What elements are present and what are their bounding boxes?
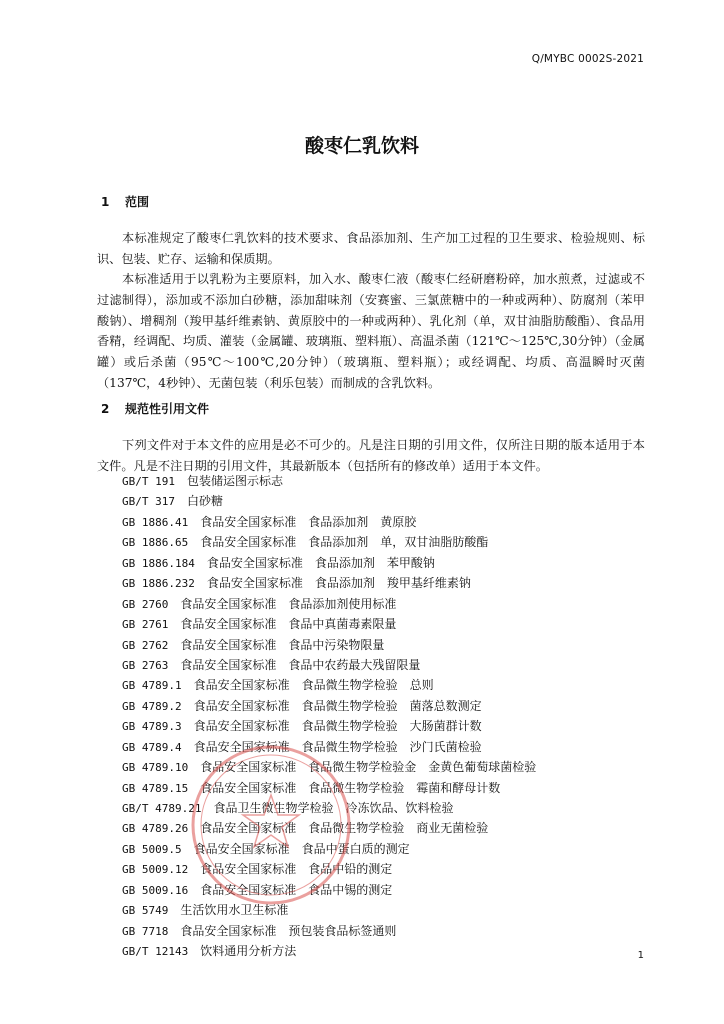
list-item <box>122 553 536 573</box>
list-item <box>122 716 536 736</box>
list-item <box>122 491 536 511</box>
reference-code: GB 4789.2 <box>122 699 182 713</box>
reference-name: 食品安全国家标准 食品中真菌毒素限量 <box>180 617 397 632</box>
reference-name: 食品安全国家标准 食品添加剂 苯甲酸钠 <box>206 555 435 570</box>
section-heading-normative-references <box>101 400 209 417</box>
section-number: 2 <box>101 402 110 416</box>
reference-code: GB 5009.12 <box>122 863 189 877</box>
reference-code: GB/T 191 <box>122 475 175 488</box>
reference-name: 食品安全国家标准 食品微生物学检验 总则 <box>193 678 434 693</box>
list-item <box>122 675 536 695</box>
reference-name: 食品安全国家标准 食品添加剂使用标准 <box>180 596 397 611</box>
reference-name: 食品卫生微生物学检验 冷冻饮品、饮料检验 <box>213 801 454 815</box>
reference-code: GB 2762 <box>122 638 169 652</box>
list-item <box>122 757 536 777</box>
list-item <box>122 655 536 675</box>
list-item <box>122 880 536 900</box>
reference-code: GB 1886.41 <box>122 515 189 529</box>
reference-name: 包装储运图示标志 <box>186 474 283 488</box>
reference-code: GB 1886.184 <box>122 556 195 570</box>
reference-name: 白砂糖 <box>186 494 223 509</box>
reference-name: 食品安全国家标准 食品微生物学检验 菌落总数测定 <box>193 698 482 713</box>
reference-name: 食品安全国家标准 食品中污染物限量 <box>180 637 385 652</box>
reference-code: GB 7718 <box>122 924 169 938</box>
list-item <box>122 798 536 818</box>
reference-name: 食品安全国家标准 食品微生物学检验 霉菌和酵母计数 <box>200 780 501 795</box>
list-item <box>122 941 536 961</box>
list-item <box>122 614 536 634</box>
list-item <box>122 471 536 491</box>
reference-name: 食品安全国家标准 食品添加剂 单，双甘油脂肪酸酯 <box>200 535 489 550</box>
reference-code: GB/T 317 <box>122 495 175 509</box>
reference-code: GB 4789.3 <box>122 720 182 734</box>
reference-code: GB 5749 <box>122 904 169 918</box>
reference-code: GB 1886.65 <box>122 536 189 550</box>
reference-list <box>122 471 536 962</box>
list-item <box>122 737 536 757</box>
reference-name: 食品安全国家标准 食品微生物学检验 商业无菌检验 <box>200 821 489 836</box>
scope-paragraph-2: 本标准适用于以乳粉为主要原料，加入水、酸枣仁液（酸枣仁经研磨粉碎，加水煎煮，过滤或不过滤制得），添加或不添加白砂糖，添加甜味剂（安赛蜜、三氯蔗糖中的一种或两种）、防腐剂（苯甲酸钠）、增稠剂（羧甲基纤维素钠、黄原胶中的一种或两种）、乳化剂（单，双甘油脂肪酸酯）、食品用香精，经调配、均质、灌装（金属罐、玻璃瓶、塑料瓶）、高温杀菌（121℃～125℃,30分钟）（金属罐）或后杀菌（95℃～100℃,20分钟）（玻璃瓶、塑料瓶）；或经调配、均质、高温瞬时灭菌（137℃，4秒钟）、无菌包装（利乐包装）而制成的含乳饮料。 <box>97 272 645 390</box>
document-title: 酸枣仁乳饮料 <box>304 135 419 157</box>
reference-code: GB 4789.10 <box>122 761 189 775</box>
reference-name: 食品安全国家标准 预包装食品标签通则 <box>180 923 397 938</box>
reference-code: GB 5009.5 <box>122 842 182 856</box>
reference-name: 食品安全国家标准 食品微生物学检验 沙门氏菌检验 <box>193 739 482 754</box>
page-number: 1 <box>637 950 644 961</box>
list-item <box>122 594 536 614</box>
reference-name: 生活饮用水卫生标准 <box>180 903 289 918</box>
list-item <box>122 818 536 838</box>
reference-code: GB/T 12143 <box>122 945 189 959</box>
list-item <box>122 778 536 798</box>
list-item <box>122 635 536 655</box>
scope-paragraph-1: 本标准规定了酸枣仁乳饮料的技术要求、食品添加剂、生产加工过程的卫生要求、检验规则、标识、包装、贮存、运输和保质期。 <box>97 231 645 266</box>
list-item <box>122 921 536 941</box>
reference-code: GB 4789.26 <box>122 822 189 836</box>
reference-code: GB 2763 <box>122 658 169 672</box>
reference-code: GB 4789.4 <box>122 740 182 754</box>
section-title: 范围 <box>125 195 150 209</box>
reference-code: GB 2761 <box>122 618 169 632</box>
reference-name: 食品安全国家标准 食品中锡的测定 <box>200 882 393 897</box>
list-item <box>122 573 536 593</box>
reference-name: 食品安全国家标准 食品微生物学检验 大肠菌群计数 <box>193 719 482 734</box>
reference-code: GB 2760 <box>122 597 169 611</box>
list-item <box>122 532 536 552</box>
list-item <box>122 859 536 879</box>
reference-name: 食品安全国家标准 食品中铅的测定 <box>200 862 393 877</box>
list-item <box>122 900 536 920</box>
reference-name: 饮料通用分析方法 <box>200 944 297 959</box>
reference-code: GB 5009.16 <box>122 883 189 897</box>
reference-name: 食品安全国家标准 食品中蛋白质的测定 <box>193 841 410 856</box>
list-item <box>122 512 536 532</box>
document-code: Q/MYBC 0002S-2021 <box>531 53 644 65</box>
reference-name: 食品安全国家标准 食品中农药最大残留限量 <box>180 657 421 672</box>
reference-code: GB/T 4789.21 <box>122 802 202 815</box>
reference-code: GB 1886.232 <box>122 577 195 591</box>
reference-name: 食品安全国家标准 食品添加剂 羧甲基纤维素钠 <box>206 576 471 591</box>
section-title: 规范性引用文件 <box>125 402 210 416</box>
reference-code: GB 4789.1 <box>122 679 182 693</box>
reference-name: 食品安全国家标准 食品添加剂 黄原胶 <box>200 514 417 529</box>
references-intro-paragraph: 下列文件对于本文件的应用是必不可少的。凡是注日期的引用文件，仅所注日期的版本适用于本文件。凡是不注日期的引用文件，其最新版本（包括所有的修改单）适用于本文件。 <box>97 438 645 473</box>
list-item <box>122 839 536 859</box>
section-number: 1 <box>101 195 110 209</box>
reference-name: 食品安全国家标准 食品微生物学检验金 金黄色葡萄球菌检验 <box>200 760 537 775</box>
reference-code: GB 4789.15 <box>122 781 189 795</box>
section-heading-scope <box>101 193 149 210</box>
list-item <box>122 696 536 716</box>
